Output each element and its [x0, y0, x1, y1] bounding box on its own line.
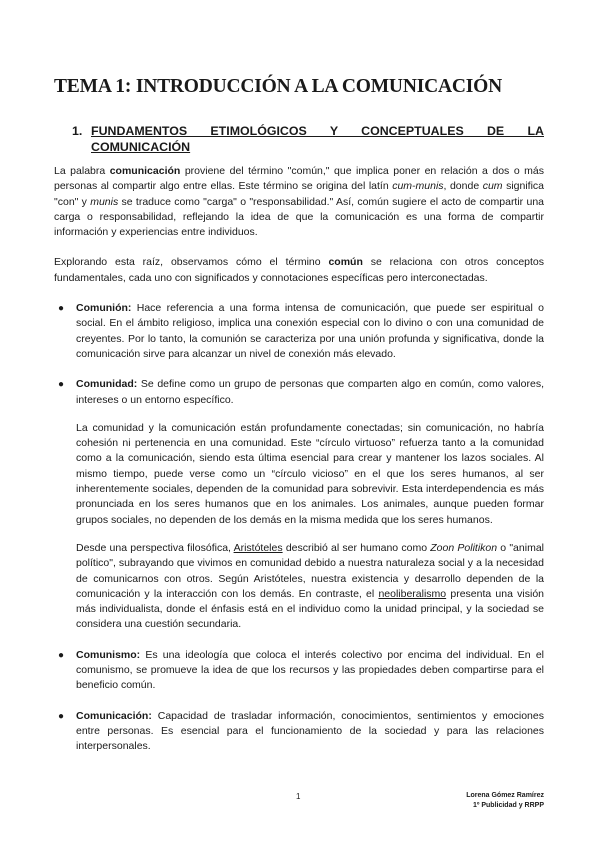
concept-list [54, 301, 544, 754]
text-run: significa "con" y [54, 180, 545, 208]
page-title: TEMA 1: INTRODUCCIÓN A LA COMUNICACIÓN [54, 76, 502, 97]
text-run: proviene del término "común," que implica poner en relación a dos o más personas al compartir algo entre ellas. Este término se origina del latín [54, 165, 544, 193]
bold-term: comunicación [109, 165, 181, 177]
document-body [54, 164, 544, 755]
comunicacion-paragraph [76, 709, 544, 755]
text-run: o "animal político", subrayando que vivimos en comunidad debido a nuestra naturaleza social y a la necesidad de comunicarnos con otros. Según Aristóteles, nuestra existencia y desarrollo dependen de la comunicación y la interacción con los demás. En contraste, el [76, 541, 544, 600]
comunidad-paragraph-3 [76, 541, 544, 633]
text-run: se traduce como "carga" o "responsabilidad." Así, común sugiere el acto de compartir una carga o responsabilidad, reflejando la idea de que la comunicación es una forma de compartir información y experiencias entre individuos. [54, 195, 544, 239]
text-run: se relaciona con otros conceptos fundamentales, cada uno con significados y connotaciones específicas pero interconectadas. [54, 256, 544, 284]
text-run: La palabra [54, 165, 110, 177]
section-number: 1. [72, 124, 83, 138]
list-item-comunion [54, 301, 544, 362]
text-run: Es una ideología que coloca el interés colectivo por encima del individual. En el comunismo, se promueve la idea de que los recursos y las propiedades deben compartirse para el beneficio común. [76, 648, 544, 692]
section-heading [72, 123, 544, 155]
explorando-paragraph [54, 255, 544, 286]
text-run: presenta una visión más individualista, donde el énfasis está en el individuo como la unidad principal, y la sociedad se considera una cuestión secundaria. [76, 587, 545, 631]
comunismo-paragraph [76, 648, 544, 694]
text-run: Desde una perspectiva filosófica, [76, 541, 234, 554]
bold-term: Comunismo: [76, 648, 141, 661]
text-run: describió al ser humano como [282, 541, 431, 554]
intro-paragraph [54, 164, 544, 240]
bullet-icon: ● [58, 303, 65, 315]
text-run: Explorando esta raíz, observamos cómo el término [54, 256, 329, 269]
text-run: , donde [443, 180, 483, 193]
text-run: Se define como un grupo de personas que comparten algo en común, como valores, intereses o un entorno específico. [76, 378, 544, 406]
bullet-icon: ● [58, 379, 65, 391]
underlined-term: Aristóteles [233, 541, 283, 554]
italic-term: cum [482, 180, 503, 193]
section-heading-text: FUNDAMENTOS ETIMOLÓGICOS Y CONCEPTUALES DE LA COMUNICACIÓN [91, 124, 544, 154]
italic-term: Zoon Politikon [430, 541, 498, 554]
list-item-comunismo [54, 648, 544, 694]
italic-term: cum-munis [392, 180, 444, 193]
bold-term: Comunicación: [76, 709, 152, 722]
bold-term: común [328, 256, 363, 269]
list-item-comunicacion [54, 709, 544, 755]
list-item-comunidad [54, 377, 544, 632]
italic-term: munis [90, 195, 119, 208]
text-run: Capacidad de trasladar información, conocimientos, sentimientos y emociones entre personas. Es esencial para el funcionamiento de la sociedad y para las relaciones interpersonales. [76, 709, 544, 753]
comunion-paragraph [76, 301, 544, 362]
comunidad-paragraph-2: La comunidad y la comunicación están profundamente conectadas; sin comunicación, no habría cohesión ni pertenencia en una comunidad. Este “círculo virtuoso” refuerza tanto a la comunidad como a la comunicación, siendo esta última esencial para crear y mantener los lazos sociales. Al mismo tiempo, puede verse como un “círculo vicioso” en el que los seres humanos, al ser inherentemente sociales, dependen de la comunidad para sobrevivir. Esta interdependencia es más pronunciada en los seres humanos que en los animales. Los animales, aunque pueden formar grupos sociales, no dependen de los demás en la misma medida que los seres humanos. [76, 421, 544, 526]
comunidad-paragraph [76, 377, 544, 408]
text-run: Hace referencia a una forma intensa de comunicación, que puede ser espiritual o social. En el ámbito religioso, implica una conexión especial con lo divino o con una comunidad de creyentes. Por lo tanto, la comunión se caracteriza por una unión profunda y significativa, donde la comunicación sirve para alcanzar un nivel de conexión más elevado. [76, 302, 544, 360]
bold-term: Comunión: [76, 302, 132, 315]
page-number: 1 [296, 792, 301, 801]
underlined-term: neoliberalismo [378, 587, 447, 600]
bold-term: Comunidad: [76, 378, 138, 391]
footer-credits [466, 791, 544, 811]
bullet-icon: ● [58, 710, 65, 722]
footer-author: Lorena Gómez Ramírez [466, 792, 544, 799]
footer-course: 1º Publicidad y RRPP [472, 802, 544, 809]
bullet-icon: ● [58, 649, 65, 661]
